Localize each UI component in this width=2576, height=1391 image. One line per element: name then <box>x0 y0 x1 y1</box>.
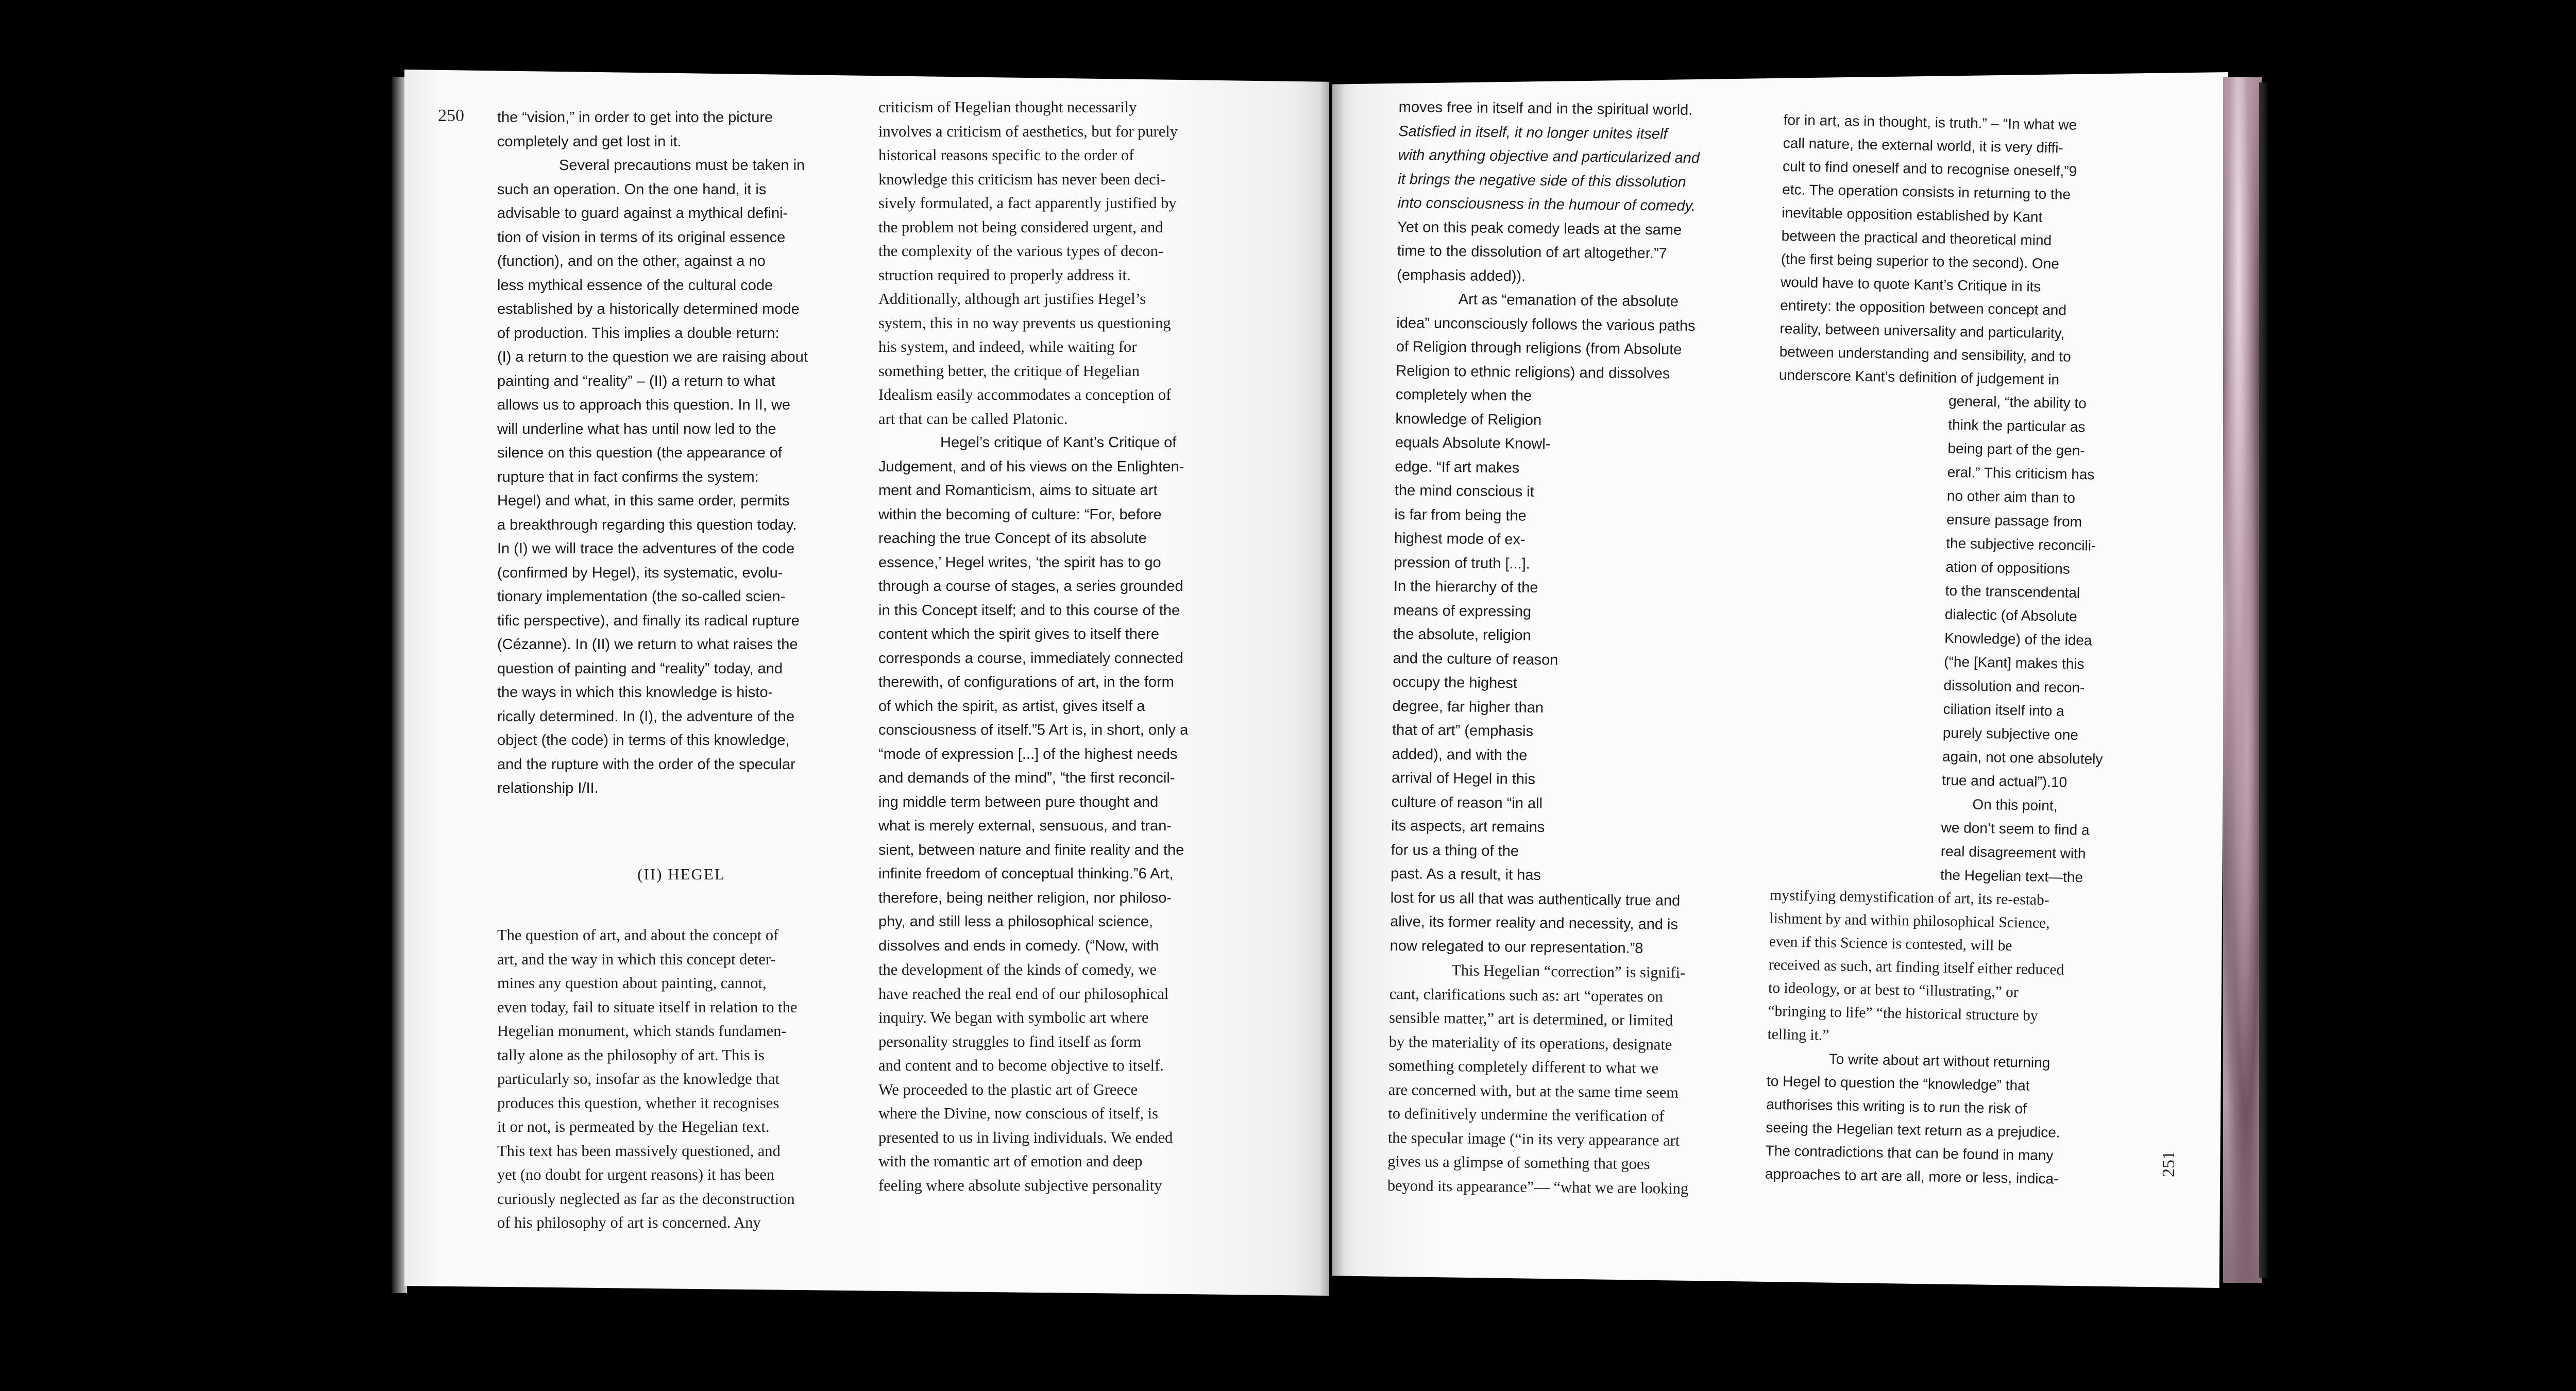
text-line: art that can be called Platonic. <box>878 410 1068 428</box>
narrow-text-block <box>1940 389 2124 890</box>
text-column-1 <box>497 106 866 1235</box>
text-line: dissolution and recon- <box>1943 677 2085 696</box>
paragraph-criticism <box>878 95 1249 431</box>
text-line: mines any question about painting, cannot, <box>497 974 767 992</box>
text-line: Additionally, although art justifies Hegel’s <box>878 290 1146 308</box>
text-line: involves a criticism of aesthetics, but for purely <box>878 122 1178 140</box>
text-line: and the rupture with the order of the specular <box>497 756 795 773</box>
text-line: to Hegel to question the “knowledge” that <box>1766 1073 2030 1094</box>
text-line: dissolves and ends in comedy. (“Now, with <box>878 937 1159 954</box>
text-line: in this Concept itself; and to this course of the <box>878 602 1180 619</box>
text-line: Idealism easily accommodates a conception of <box>878 386 1172 403</box>
text-line: culture of reason “in all <box>1391 793 1543 812</box>
text-line: even if this Science is contested, will be <box>1769 933 2012 954</box>
paragraph-truth <box>1779 108 2129 393</box>
text-line: presented to us in living individuals. We ended <box>878 1128 1173 1146</box>
text-line: the Hegelian text—the <box>1940 867 2083 886</box>
text-line: ment and Romanticism, aims to situate art <box>878 482 1158 499</box>
text-line: what is merely external, sensuous, and tran- <box>878 818 1172 834</box>
text-line: infinite freedom of conceptual thinking.”6 Art, <box>878 866 1174 882</box>
text-line: pression of truth [...]. <box>1394 554 1531 572</box>
text-line: received as such, art finding itself either reduced <box>1768 956 2064 978</box>
text-line: of production. This implies a double return: <box>497 325 779 342</box>
text-line: equals Absolute Knowl- <box>1395 434 1551 453</box>
text-line: allows us to approach this question. In II, we <box>497 397 791 413</box>
text-line: between understanding and sensibility, and to <box>1779 343 2072 365</box>
text-line: lost for us all that was authentically true and <box>1390 889 1681 909</box>
text-line: phy, and still less a philosophical science, <box>878 913 1154 930</box>
text-line: where the Divine, now conscious of itself, is <box>878 1105 1158 1122</box>
text-line: with the romantic art of emotion and deep <box>878 1152 1143 1170</box>
text-line: time to the dissolution of art altogether.”7 <box>1397 242 1667 262</box>
text-line: such an operation. On the one hand, it is <box>497 181 767 198</box>
text-line: the development of the kinds of comedy, we <box>878 961 1157 978</box>
text-line: highest mode of ex- <box>1394 530 1526 548</box>
text-line: tally alone as the philosophy of art. This is <box>497 1046 765 1064</box>
text-line: the subjective reconcili- <box>1946 535 2096 554</box>
text-line: degree, far higher than <box>1392 698 1544 716</box>
book-fore-edge <box>2259 82 2267 1278</box>
text-line: seeing the Hegelian text return as a prejudice. <box>1766 1119 2060 1141</box>
text-line: consciousness of itself.”5 Art is, in short, only a <box>878 722 1189 738</box>
text-line: corresponds a course, immediately connected <box>878 650 1183 667</box>
text-line: eral.” This criticism has <box>1947 464 2095 483</box>
text-line: mystifying demystification of art, its re-estab- <box>1770 887 2049 909</box>
text-line: is far from being the <box>1394 506 1527 524</box>
text-line: true and actual”).10 <box>1942 772 2067 790</box>
text-line: personality struggles to find itself as form <box>878 1032 1141 1050</box>
text-line: The question of art, and about the concept of <box>497 926 779 944</box>
page-number-right: 251 <box>2159 1151 2178 1177</box>
paragraph-comedy <box>878 958 1249 1197</box>
text-line: between the practical and theoretical mind <box>1781 227 2052 249</box>
text-line: therefore, being neither religion, nor philoso- <box>878 889 1172 906</box>
text-line: that of art” (emphasis <box>1392 721 1534 740</box>
text-line: reality, between universality and particularity, <box>1780 320 2065 342</box>
text-line: gives us a glimpse of something that goes <box>1387 1152 1650 1173</box>
text-line: even today, fail to situate itself in relation to the <box>497 998 798 1016</box>
text-line: means of expressing <box>1393 602 1532 620</box>
text-line: criticism of Hegelian thought necessarily <box>878 98 1137 116</box>
text-line: alive, its former reality and necessity, and is <box>1390 913 1679 933</box>
text-line: The contradictions that can be found in many <box>1765 1142 2054 1164</box>
text-line: again, not one absolutely <box>1942 748 2103 768</box>
text-line: a breakthrough regarding this question today. <box>497 516 797 533</box>
text-line: the mind conscious it <box>1394 482 1534 500</box>
paragraph-correction <box>1387 958 1766 1201</box>
paragraph-demystification <box>1767 884 2115 1053</box>
text-line: system, this in no way prevents us questioning <box>878 314 1171 332</box>
paragraph-emanation <box>1389 287 1773 962</box>
text-line: it or not, is permeated by the Hegelian text. <box>497 1118 770 1135</box>
text-line: (emphasis added)). <box>1397 266 1526 285</box>
text-line: knowledge of Religion <box>1395 410 1542 429</box>
paragraph-question-of-art <box>497 923 866 1235</box>
text-line: (Cézanne). In (II) we return to what raises the <box>497 636 798 653</box>
text-line: something completely different to what we <box>1388 1056 1659 1077</box>
text-line: real disagreement with <box>1940 843 2086 862</box>
text-line: rupture that in fact confirms the system: <box>497 468 759 485</box>
text-line: inevitable opposition established by Kant <box>1782 204 2043 225</box>
paragraph-spiritual-world <box>1397 95 1775 291</box>
text-line: yet (no doubt for urgent reasons) it has been <box>497 1166 775 1183</box>
text-line: content which the spirit gives to itself there <box>878 626 1159 642</box>
text-line: authorises this writing is to run the risk of <box>1766 1096 2027 1117</box>
text-line: the complexity of the various types of decon- <box>878 242 1164 260</box>
text-line: to definitively undermine the verification of <box>1388 1104 1665 1125</box>
text-line: Hegel’s critique of Kant’s Critique of <box>940 434 1177 451</box>
text-line: We proceeded to the plastic art of Greece <box>878 1080 1138 1098</box>
text-line: Yet on this peak comedy leads at the same <box>1397 218 1682 239</box>
text-line: advisable to guard against a mythical defini- <box>497 205 788 222</box>
text-line: This text has been massively questioned, and <box>497 1142 781 1160</box>
text-line: purely subjective one <box>1942 724 2079 743</box>
text-line: completely when the <box>1395 386 1532 404</box>
page-number-left: 250 <box>438 106 464 125</box>
text-line: cant, clarifications such as: art “operates on <box>1389 985 1663 1005</box>
text-line: reaching the true Concept of its absolute <box>878 530 1147 547</box>
text-line: “mode of expression [...] of the highest needs <box>878 745 1178 762</box>
text-column-3 <box>1387 95 1775 1201</box>
text-line: the “vision,” in order to get into the picture <box>497 109 773 126</box>
text-line: object (the code) in terms of this knowledge, <box>497 732 790 749</box>
text-line: ciliation itself into a <box>1943 701 2064 719</box>
text-line: silence on this question (the appearance of <box>497 445 782 461</box>
text-line: (“he [Kant] makes this <box>1944 653 2084 672</box>
text-line: feeling where absolute subjective personality <box>878 1176 1162 1194</box>
text-line: have reached the real end of our philosophical <box>878 985 1169 1003</box>
text-line: are concerned with, but at the same time seem <box>1388 1080 1679 1101</box>
text-line: inquiry. We began with symbolic art where <box>878 1009 1149 1026</box>
text-line: will underline what has until now led to the <box>497 420 776 437</box>
text-line: for in art, as in thought, is truth.” – “In what we <box>1783 111 2077 133</box>
paragraph-kant-critique <box>878 431 1249 958</box>
photo-plate-edge <box>2223 77 2262 1283</box>
text-line: Hegel) and what, in this same order, permits <box>497 493 790 509</box>
text-line: being part of the gen- <box>1947 440 2085 459</box>
text-line: established by a historically determined mode <box>497 301 800 317</box>
text-line: call nature, the external world, it is very diffi- <box>1783 134 2064 156</box>
text-line: with anything objective and particularized and <box>1398 146 1700 167</box>
text-line: its aspects, art remains <box>1391 817 1545 836</box>
text-line: ing middle term between pure thought and <box>878 793 1159 810</box>
text-line: to the transcendental <box>1945 582 2080 601</box>
text-line: underscore Kant’s definition of judgement in <box>1778 366 2060 388</box>
text-line: knowledge this criticism has never been deci- <box>878 170 1166 188</box>
text-line: Religion to ethnic religions) and dissolves <box>1396 362 1670 382</box>
text-column-4 <box>1765 108 2129 1191</box>
text-column-2 <box>878 95 1249 1197</box>
text-line: idea” unconsciously follows the various paths <box>1396 314 1696 334</box>
text-line: painting and “reality” – (II) a return to what <box>497 372 775 389</box>
text-line: cult to find oneself and to recognise oneself,”9 <box>1782 158 2077 179</box>
text-line: something better, the critique of Hegelian <box>878 362 1140 380</box>
text-line: Knowledge) of the idea <box>1944 630 2092 649</box>
text-line: the problem not being considered urgent, and <box>878 218 1163 236</box>
text-line: the specular image (“in its very appearance art <box>1387 1128 1680 1149</box>
text-line: the ways in which this knowledge is histo- <box>497 684 773 701</box>
text-line: On this point, <box>1972 796 2058 814</box>
text-line: Several precautions must be taken in <box>559 157 805 174</box>
text-line: (confirmed by Hegel), its systematic, evolu- <box>497 564 783 581</box>
text-line: rically determined. In (I), the adventure of the <box>497 708 795 725</box>
text-line: relationship I/II. <box>497 780 599 796</box>
text-line: tionary implementation (the so-called scien- <box>497 588 786 605</box>
text-line: to ideology, or at best to “illustrating,” or <box>1768 979 2019 1001</box>
text-line: tific perspective), and finally its radical rupture <box>497 612 800 629</box>
text-line: curiously neglected as far as the deconstruction <box>497 1190 795 1208</box>
paragraph-write-about-art <box>1765 1046 2113 1192</box>
text-line: ation of oppositions <box>1945 558 2071 577</box>
text-line: question of painting and “reality” today, and <box>497 660 783 677</box>
text-line: past. As a result, it has <box>1391 865 1541 884</box>
text-line: struction required to properly address it. <box>878 266 1131 284</box>
text-line: added), and with the <box>1392 745 1528 764</box>
text-line: into consciousness in the humour of comedy. <box>1397 194 1696 215</box>
text-line: occupy the highest <box>1392 673 1518 692</box>
text-line: sively formulated, a fact apparently justified by <box>878 194 1177 212</box>
text-line: think the particular as <box>1948 416 2086 435</box>
text-line: historical reasons specific to the order of <box>878 146 1134 164</box>
text-line: the absolute, religion <box>1393 625 1531 644</box>
text-line: we don’t seem to find a <box>1941 819 2090 838</box>
text-line: of his philosophy of art is concerned. Any <box>497 1214 761 1231</box>
text-line: sient, between nature and finite reality and the <box>878 841 1184 858</box>
text-line: and content and to become objective to itself. <box>878 1057 1164 1074</box>
book-gutter <box>1319 67 1345 1303</box>
text-line: by the materiality of its operations, designate <box>1388 1032 1672 1054</box>
text-line: general, “the ability to <box>1948 393 2087 412</box>
text-line: (function), and on the other, against a no <box>497 253 766 269</box>
text-line: completely and get lost in it. <box>497 133 682 150</box>
text-line: through a course of stages, a series grounded <box>878 578 1183 595</box>
text-line: To write about art without returning <box>1828 1050 2050 1071</box>
text-line: approaches to art are all, more or less, indica- <box>1765 1165 2059 1187</box>
text-line: no other aim than to <box>1946 487 2076 506</box>
text-line: (I) a return to the question we are raising about <box>497 349 808 365</box>
text-line: would have to quote Kant’s Critique in its <box>1780 274 2041 295</box>
text-line: now relegated to our representation.”8 <box>1389 937 1643 957</box>
text-line: Hegelian monument, which stands fundamen- <box>497 1022 787 1040</box>
text-line: entirety: the opposition between concept and <box>1780 297 2067 318</box>
text-line: produces this question, whether it recognises <box>497 1094 779 1112</box>
text-line: edge. “If art makes <box>1395 458 1520 476</box>
text-line: dialectic (of Absolute <box>1944 606 2077 625</box>
text-line: In the hierarchy of the <box>1393 578 1538 596</box>
text-line: lishment by and within philosophical Science, <box>1769 910 2050 932</box>
text-line: beyond its appearance”— “what we are looking <box>1387 1176 1689 1197</box>
text-line: tion of vision in terms of its original essence <box>497 229 786 246</box>
text-line: of Religion through religions (from Absolute <box>1396 338 1682 358</box>
paragraph-vision <box>497 106 866 801</box>
text-line: arrival of Hegel in this <box>1391 769 1536 788</box>
text-line: Judgement, and of his views on the Enlighten- <box>878 458 1184 475</box>
text-line: within the becoming of culture: “For, before <box>878 506 1162 523</box>
text-line: and demands of the mind”, “the first reconcil- <box>878 770 1175 786</box>
text-line: therewith, of configurations of art, in the form <box>878 674 1174 690</box>
text-line: and the culture of reason <box>1393 650 1558 668</box>
text-line: moves free in itself and in the spiritual world. <box>1398 98 1693 118</box>
text-line: for us a thing of the <box>1391 841 1519 860</box>
text-line: “bringing to life” “the historical structure by <box>1768 1003 2038 1024</box>
text-line: his system, and indeed, while waiting for <box>878 338 1137 355</box>
text-line: art, and the way in which this concept deter- <box>497 950 776 968</box>
text-line: of which the spirit, as artist, gives itself a <box>878 698 1145 715</box>
text-line: This Hegelian “correction” is signifi- <box>1451 961 1686 981</box>
text-line: telling it.” <box>1767 1026 1829 1044</box>
text-line: In (I) we will trace the adventures of the code <box>497 540 795 557</box>
text-line: sensible matter,” art is determined, or limited <box>1389 1008 1673 1029</box>
text-line: (the first being superior to the second). One <box>1781 250 2060 272</box>
text-line: less mythical essence of the cultural code <box>497 277 773 294</box>
section-heading: (II) HEGEL <box>637 864 725 883</box>
text-line: Art as “emanation of the absolute <box>1458 291 1679 310</box>
text-line: particularly so, insofar as the knowledge that <box>497 1070 779 1088</box>
narrow-text-block <box>1391 383 1602 888</box>
text-line: etc. The operation consists in returning to the <box>1782 181 2071 202</box>
text-line: ensure passage from <box>1946 511 2082 530</box>
text-line: it brings the negative side of this dissolution <box>1398 171 1686 191</box>
text-line: Satisfied in itself, it no longer unites itself <box>1398 123 1668 142</box>
text-line: essence,’ Hegel writes, ‘the spirit has to go <box>878 554 1161 571</box>
